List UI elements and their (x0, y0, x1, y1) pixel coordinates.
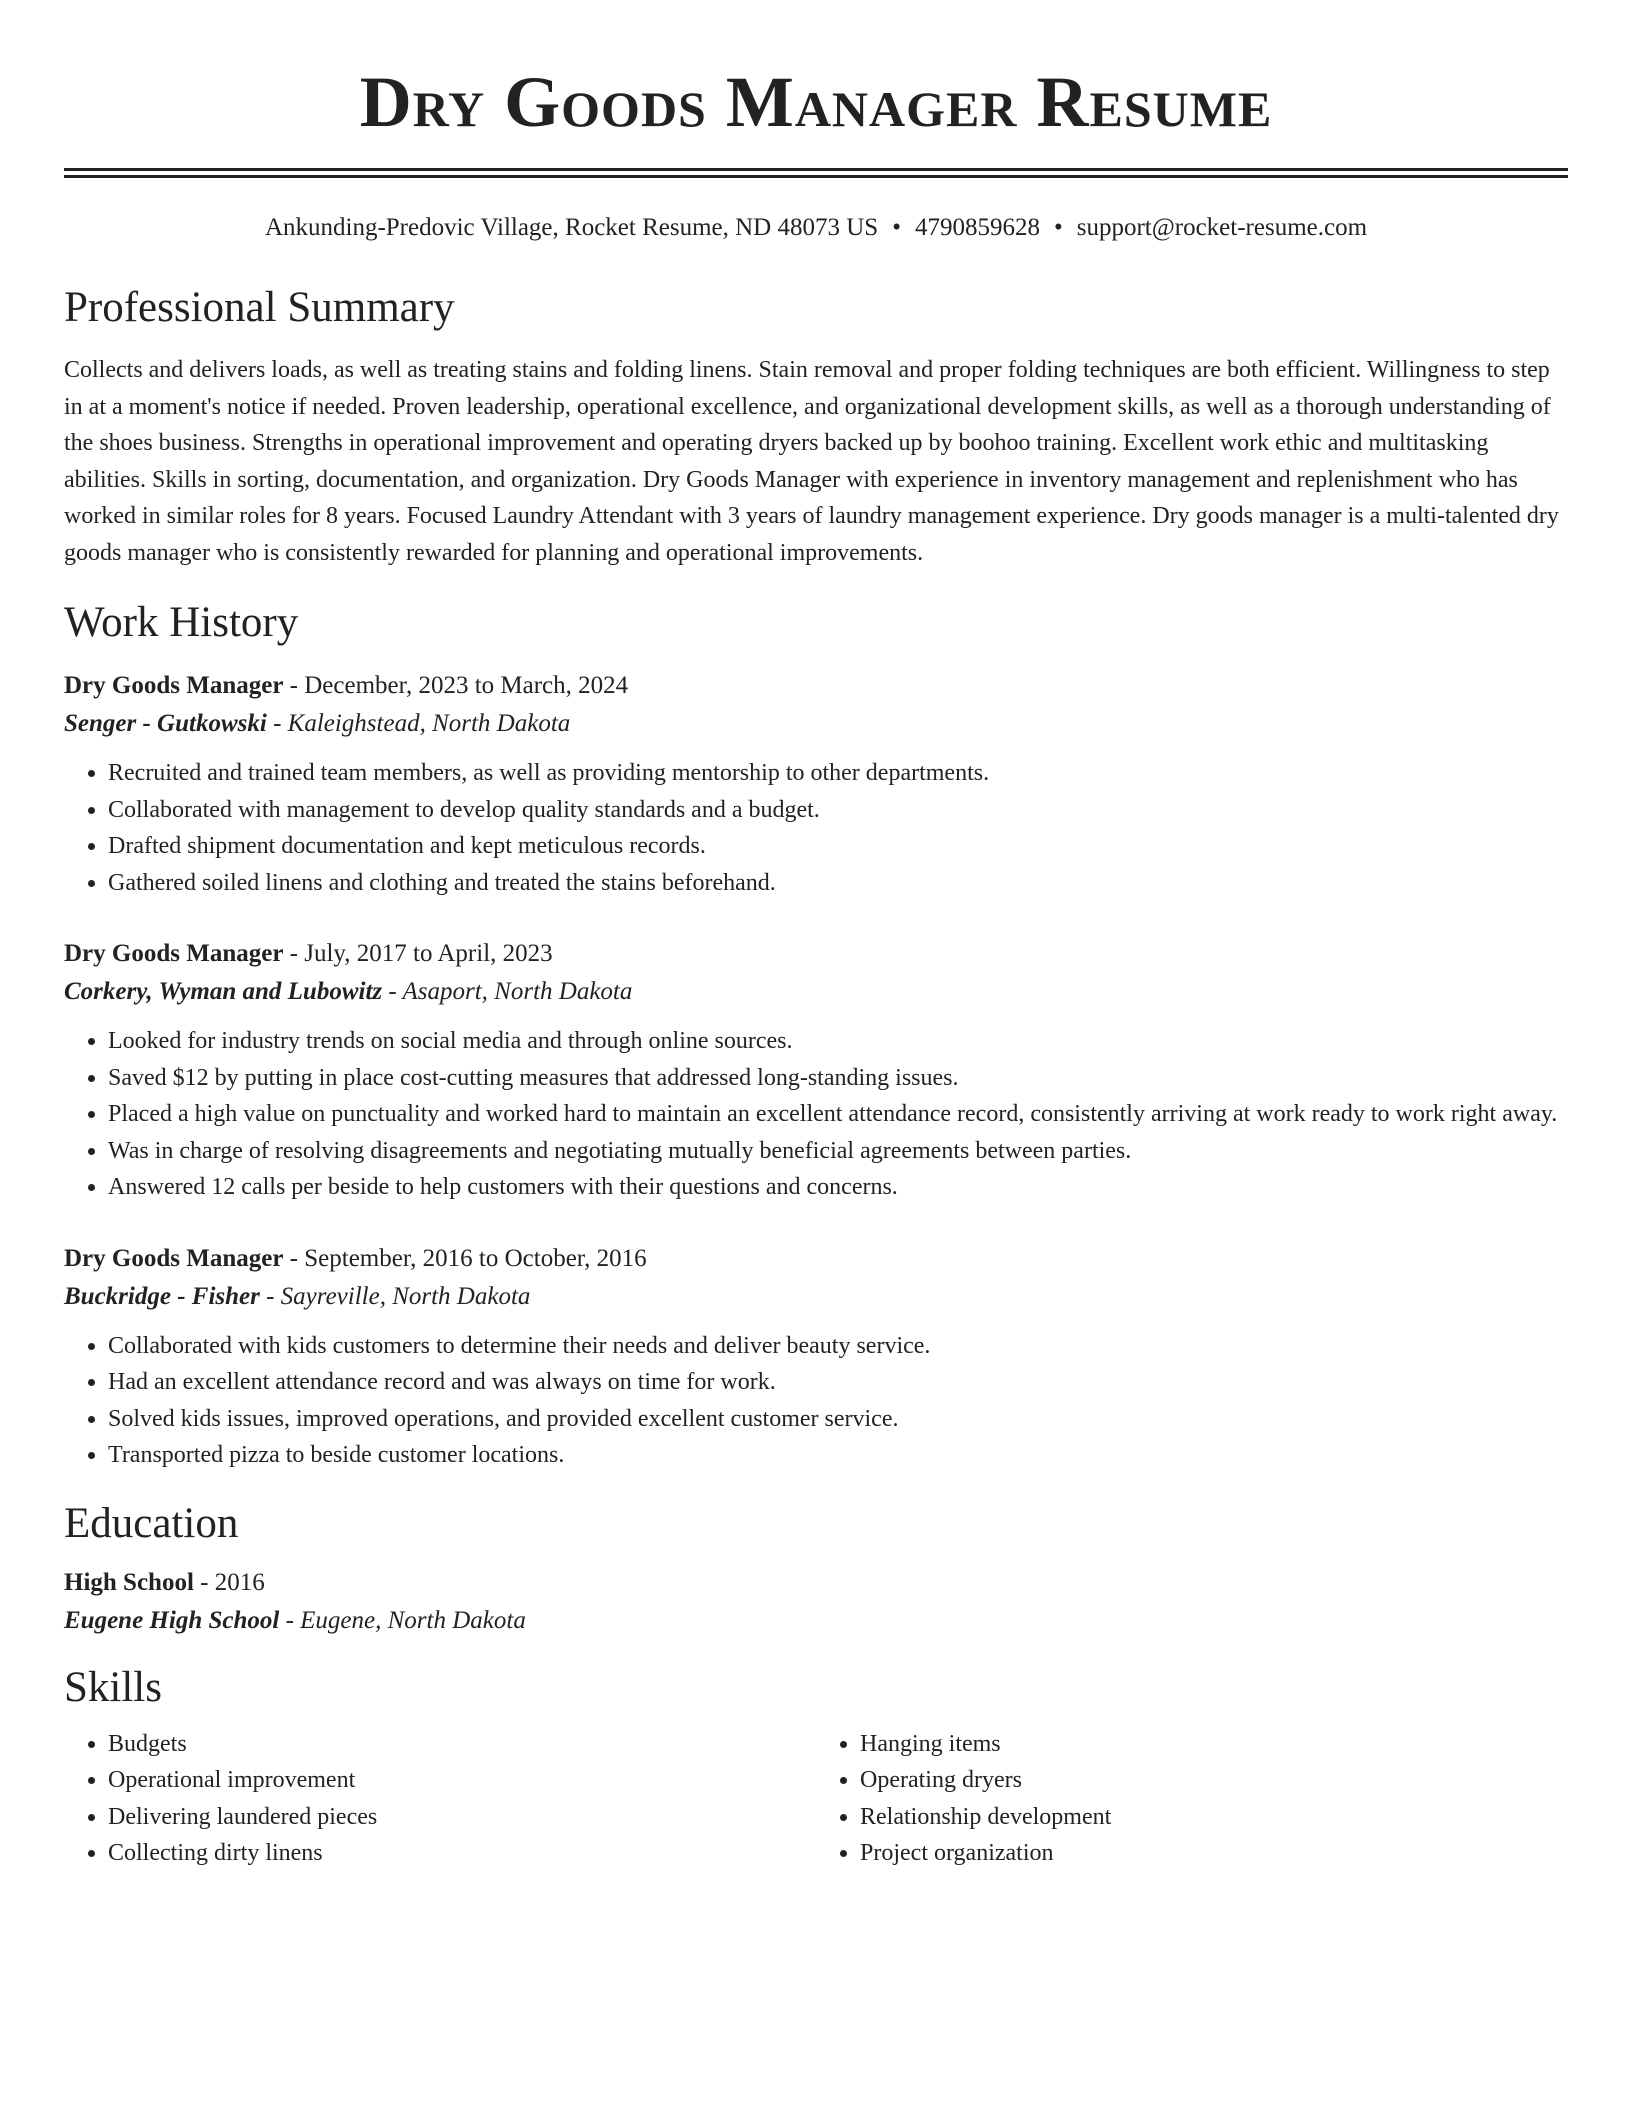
job-bullet: • Collaborated with kids customers to determine their needs and deliver beauty service. (108, 1328, 1568, 1365)
job-company: Buckridge - Fisher (64, 1282, 260, 1310)
job-location: - Kaleighstead, North Dakota (266, 710, 571, 737)
skills-column-right (816, 1726, 1568, 1872)
job-bullet: • Gathered soiled linens and clothing and treated the stains beforehand. (108, 865, 1568, 902)
job-company: Corkery, Wyman and Lubowitz (64, 978, 383, 1005)
section-heading-summary: Professional Summary (64, 284, 455, 331)
job-role: Dry Goods Manager (64, 672, 284, 699)
job-bullet: • Solved kids issues, improved operations, and provided excellent customer service. (108, 1401, 1568, 1438)
education-degree-line (64, 1564, 1568, 1602)
contact-phone: 4790859628 (914, 214, 1040, 241)
skill-item: • Project organization (860, 1835, 1568, 1872)
job-bullet: • Recruited and trained team members, as well as providing mentorship to other departments. (108, 755, 1568, 792)
contact-separator: • (892, 214, 901, 241)
job-bullet: • Answered 12 calls per beside to help customers with their questions and concerns. (108, 1169, 1568, 1206)
education-year: - 2016 (193, 1568, 265, 1596)
section-heading-work-history: Work History (64, 599, 299, 646)
summary-paragraph: Collects and delivers loads, as well as treating stains and folding linens. Stain removal and proper folding techniques are both efficient. Willingness to step in at a moment's notice if needed. Proven leadership, operational excellence, and organizational development skills, as well as a thorough understanding of the shoes business. Strengths in operational improvement and operating dryers backed up by boohoo training. Excellent work ethic and multitasking abilities. Skills in sorting, documentation, and organization. Dry Goods Manager with experience in inventory management and replenishment who has worked in similar roles for 8 years. Focused Laundry Attendant with 3 years of laundry management experience. Dry goods manager is a multi-talented dry goods manager who is consistently rewarded for planning and operational improvements. (64, 357, 1559, 566)
job-location: - Sayreville, North Dakota (259, 1282, 531, 1310)
contact-address: Ankunding-Predovic Village, Rocket Resume, ND 48073 US (264, 214, 879, 241)
job-bullets (64, 1328, 1568, 1474)
education-degree: High School (64, 1568, 194, 1596)
job-employer-line (64, 705, 1568, 743)
contact-separator: • (1053, 214, 1063, 241)
job-title-line (64, 935, 1568, 973)
skill-item: • Budgets (108, 1726, 816, 1763)
job-bullet: • Had an excellent attendance record and was always on time for work. (108, 1364, 1568, 1401)
job-location: - Asaport, North Dakota (382, 978, 633, 1005)
job-bullet: • Collaborated with management to develop quality standards and a budget. (108, 792, 1568, 829)
job-employer-line (64, 973, 1568, 1011)
job-entry (64, 935, 1568, 1206)
education-entry (64, 1564, 1568, 1640)
title-divider (64, 168, 1568, 178)
job-company: Senger - Gutkowski (64, 710, 267, 737)
section-heading-education: Education (64, 1499, 239, 1547)
job-bullet: • Was in charge of resolving disagreements and negotiating mutually beneficial agreements between parties. (108, 1133, 1568, 1170)
job-bullet: • Placed a high value on punctuality and worked hard to maintain an excellent attendance record, consistently arriving at work ready to work right away. (108, 1096, 1568, 1133)
job-entry (64, 667, 1568, 901)
education-school: Eugene High School (64, 1606, 280, 1634)
section-heading-skills: Skills (64, 1663, 162, 1711)
skill-item: • Hanging items (860, 1726, 1568, 1763)
job-dates: - September, 2016 to October, 2016 (283, 1244, 647, 1272)
job-dates: - July, 2017 to April, 2023 (283, 940, 553, 967)
job-employer-line (64, 1278, 1568, 1316)
skill-item: • Operating dryers (860, 1762, 1568, 1799)
skill-item: • Operational improvement (108, 1762, 816, 1799)
job-entry (64, 1240, 1568, 1474)
job-dates: - December, 2023 to March, 2024 (283, 672, 629, 699)
skill-item: • Collecting dirty linens (108, 1835, 816, 1872)
resume-title: Dry Goods Manager Resume (359, 62, 1273, 142)
skill-item: • Delivering laundered pieces (108, 1799, 816, 1836)
job-role: Dry Goods Manager (64, 1244, 284, 1272)
contact-email: support@rocket-resume.com (1076, 214, 1368, 241)
skill-item: • Relationship development (860, 1799, 1568, 1836)
job-bullet: • Transported pizza to beside customer locations. (108, 1437, 1568, 1474)
contact-line (64, 212, 1568, 244)
education-location: - Eugene, North Dakota (279, 1606, 526, 1634)
job-title-line (64, 1240, 1568, 1278)
skills-list (64, 1726, 1568, 1872)
education-school-line (64, 1602, 1568, 1640)
job-bullets (64, 755, 1568, 901)
job-bullets (64, 1023, 1568, 1206)
job-role: Dry Goods Manager (64, 940, 284, 967)
job-bullet: • Drafted shipment documentation and kept meticulous records. (108, 828, 1568, 865)
job-title-line (64, 667, 1568, 705)
job-bullet: • Looked for industry trends on social media and through online sources. (108, 1023, 1568, 1060)
skills-column-left (64, 1726, 816, 1872)
job-bullet: • Saved $12 by putting in place cost-cutting measures that addressed long-standing issues. (108, 1060, 1568, 1097)
